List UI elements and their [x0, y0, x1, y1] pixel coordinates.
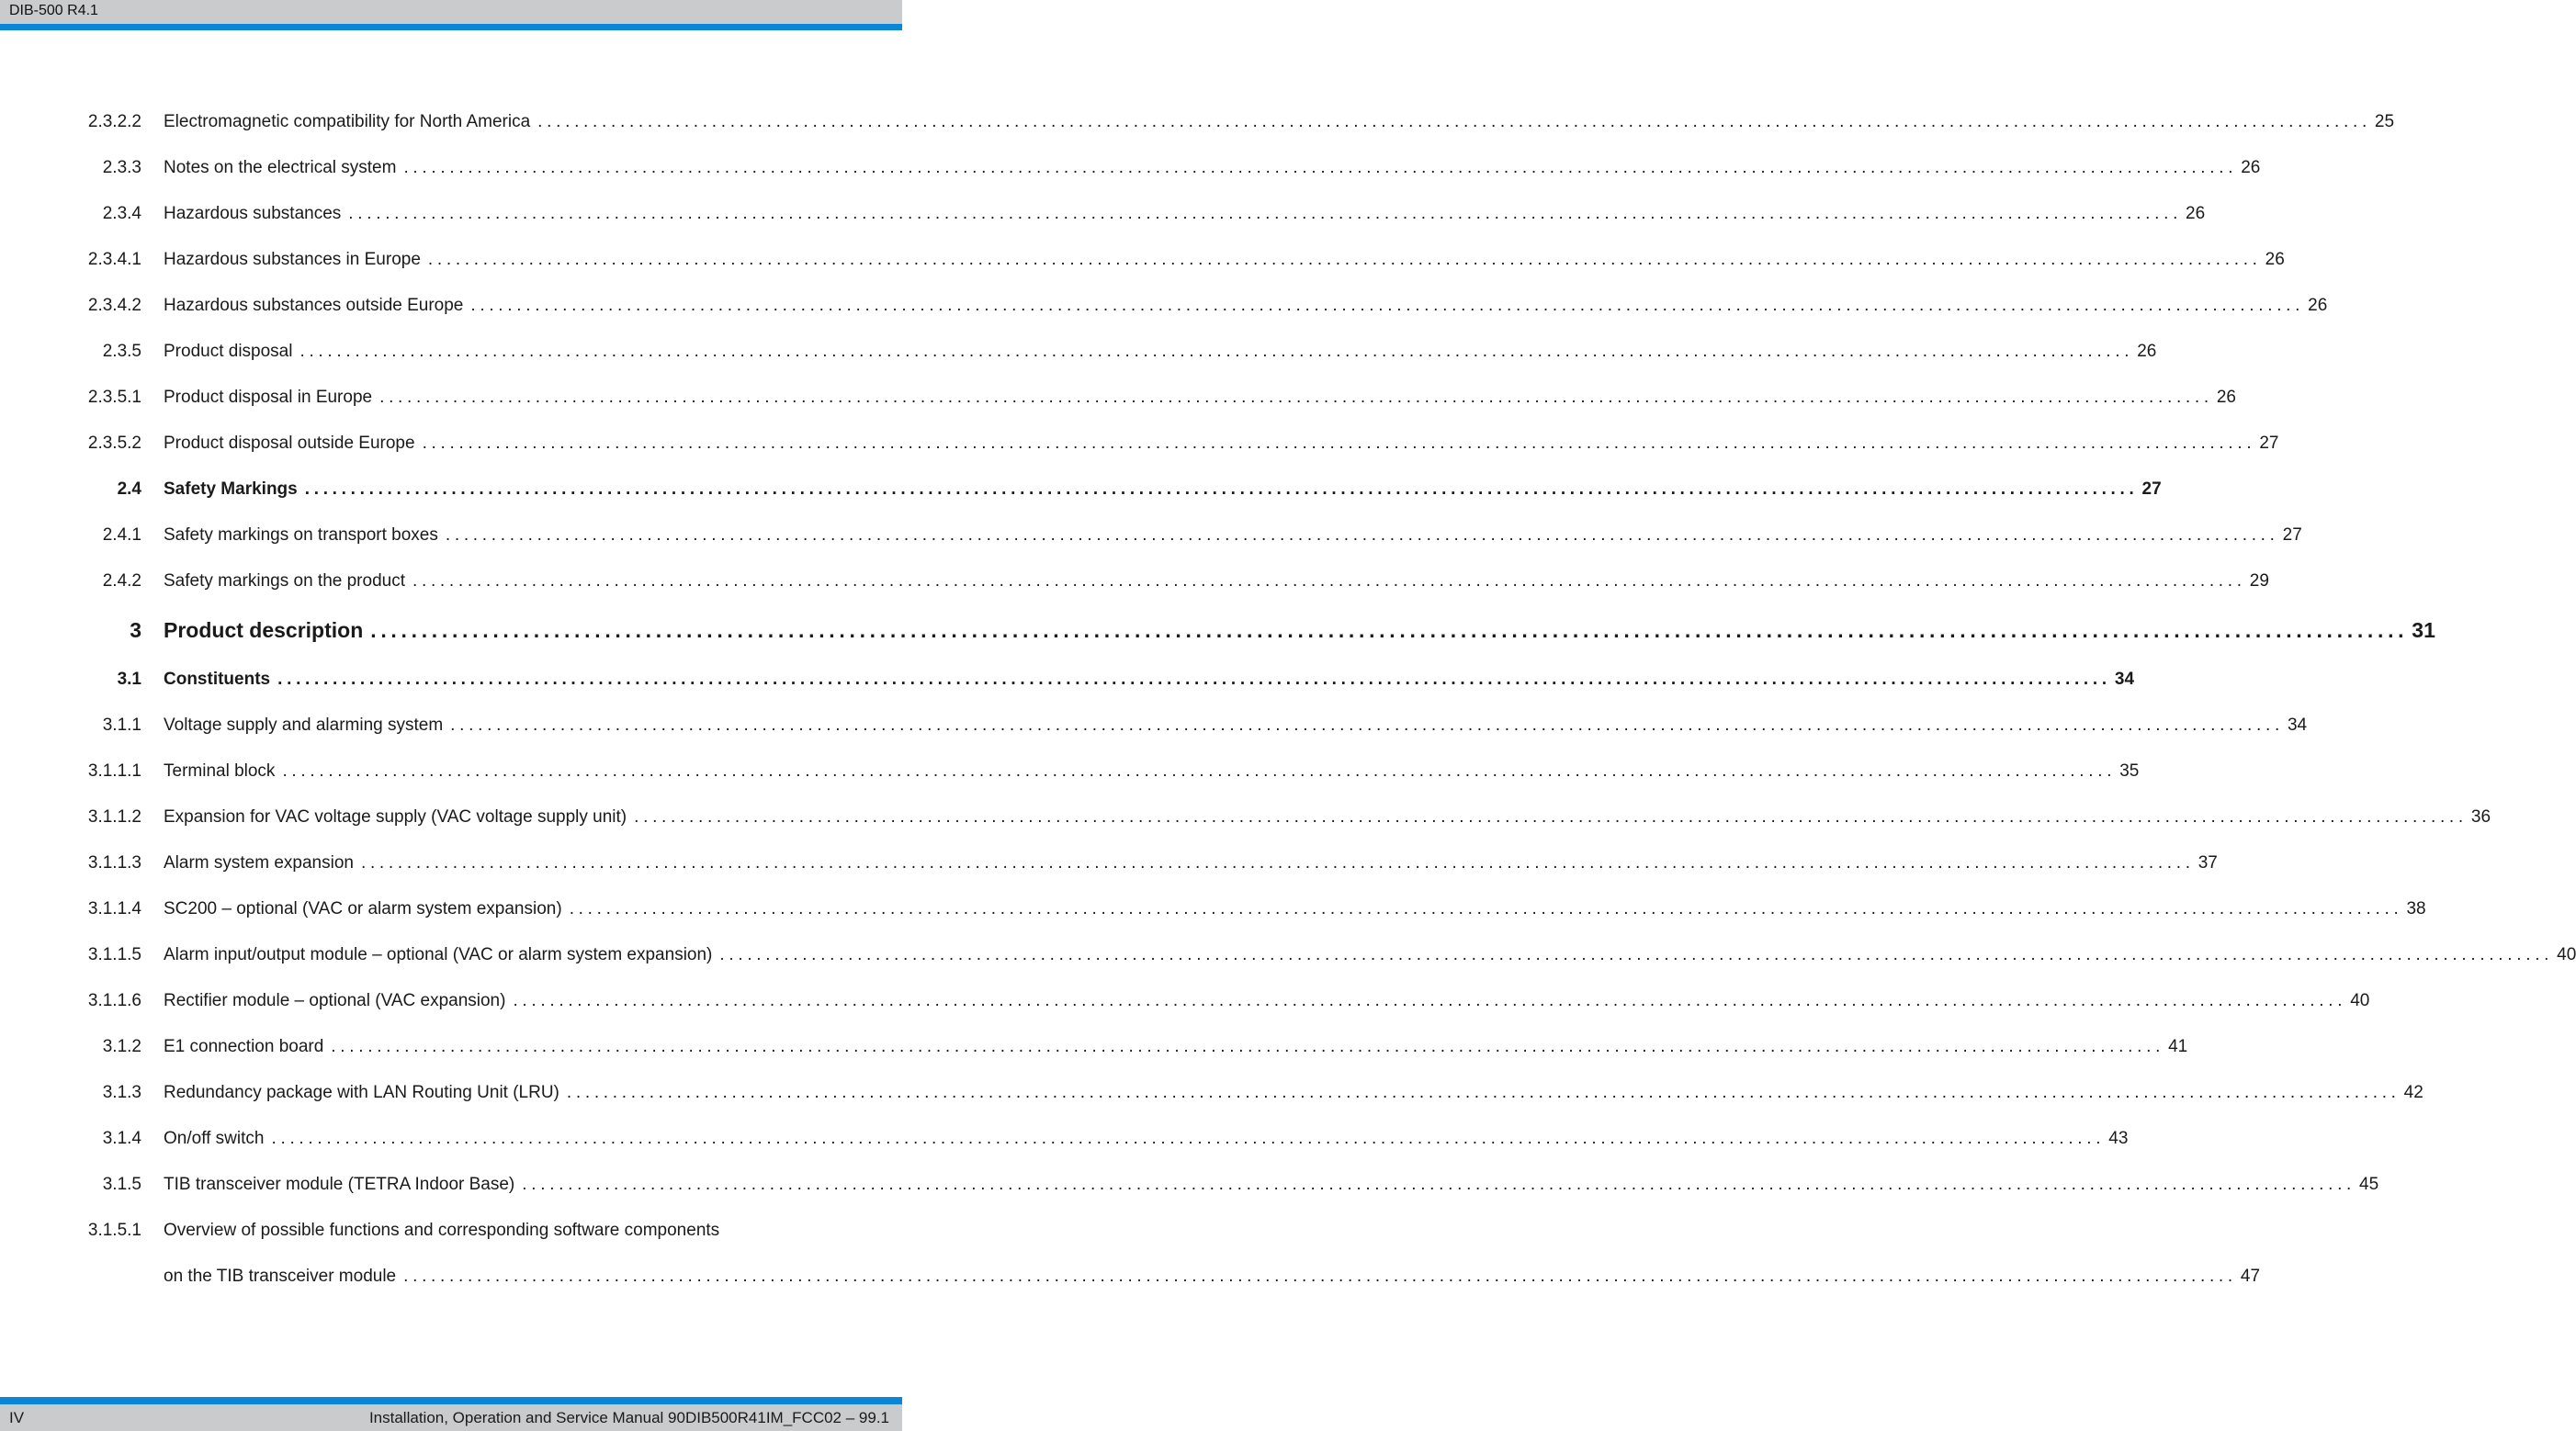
toc-page: 35 [2119, 761, 2140, 781]
toc-leader: ........................................................................................................................................................................................................ [304, 479, 2139, 499]
toc-number: 3.1.1.3 [87, 853, 141, 873]
toc-leader: ........................................................................................................................................................................................................ [422, 434, 2256, 453]
toc-title: Notes on the electrical system [164, 158, 397, 177]
toc-number: 2.3.5.2 [87, 434, 141, 453]
toc-entry[interactable] [0, 1217, 902, 1245]
toc-leader: ........................................................................................................................................................................................................ [360, 853, 2195, 873]
toc-leader: ........................................................................................................................................................................................................ [277, 670, 2111, 689]
manual-title: Installation, Operation and Service Manual 90DIB500R41IM_FCC02 – 99.1 [368, 1409, 889, 1426]
document-title: DIB-500 R4.1 [9, 3, 98, 18]
toc-page: 27 [2259, 434, 2279, 453]
toc-title: Rectifier module – optional (VAC expansion) [164, 991, 506, 1010]
toc-title: Hazardous substances [164, 204, 342, 223]
toc-title: Product disposal outside Europe [164, 434, 415, 453]
toc-number: 3.1.2 [102, 1037, 141, 1056]
toc-page: 34 [2287, 716, 2308, 735]
toc-number: 2.4 [117, 479, 141, 499]
toc-number: 2.3.4.2 [87, 296, 141, 315]
toc-number: 3.1.1.4 [87, 899, 141, 918]
toc-number: 3.1.1.5 [87, 945, 141, 964]
toc-leader: ........................................................................................................................................................................................................ [370, 618, 2409, 642]
toc-entry[interactable] [0, 200, 2206, 228]
toc-title: Electromagnetic compatibility for North America [164, 112, 531, 131]
toc-title: Terminal block [164, 761, 276, 781]
toc-number: 3.1.1.2 [87, 807, 141, 827]
toc-entry[interactable] [0, 1171, 2379, 1199]
toc-page: 36 [2470, 807, 2491, 827]
toc-leader: ........................................................................................................................................................................................................ [537, 112, 2371, 131]
toc-number: 3.1.5 [102, 1175, 141, 1194]
toc-leader: ........................................................................................................................................................................................................ [299, 342, 2134, 361]
toc-title: On/off switch [164, 1129, 265, 1148]
toc-page: 26 [2308, 296, 2328, 315]
toc-page: 47 [2240, 1267, 2261, 1286]
toc-chapter-entry[interactable] [0, 616, 2435, 644]
toc-title: Product disposal in Europe [164, 388, 373, 407]
toc-entry[interactable] [0, 292, 2328, 320]
toc-number: 2.4.1 [102, 525, 141, 545]
toc-entry[interactable] [0, 522, 2302, 549]
toc-title: E1 connection board [164, 1037, 324, 1056]
toc-page: 37 [2198, 853, 2218, 873]
toc-number: 3.1.4 [102, 1129, 141, 1148]
toc-title: Voltage supply and alarming system [164, 716, 444, 735]
footer-rule [0, 1397, 902, 1404]
toc-leader: ........................................................................................................................................................................................................ [427, 250, 2262, 269]
toc-leader: ........................................................................................................................................................................................................ [470, 296, 2305, 315]
toc-page: 25 [2374, 112, 2395, 131]
toc-number: 2.3.3 [102, 158, 141, 177]
toc-title: Constituents [164, 670, 271, 689]
toc-page: 26 [2137, 342, 2157, 361]
toc-leader: ........................................................................................................................................................................................................ [379, 388, 2213, 407]
toc-entry[interactable] [0, 246, 2285, 274]
toc-page: 43 [2108, 1129, 2129, 1148]
toc-leader: ........................................................................................................................................................................................................ [271, 1129, 2106, 1148]
toc-page: 26 [2265, 250, 2285, 269]
toc-page: 31 [2412, 618, 2435, 642]
toc-title: Hazardous substances outside Europe [164, 296, 464, 315]
toc-title: Alarm system expansion [164, 853, 354, 873]
toc-leader: ........................................................................................................................................................................................................ [403, 1267, 2237, 1286]
toc-title: SC200 – optional (VAC or alarm system expansion) [164, 899, 562, 918]
toc-page: 40 [2557, 945, 2576, 964]
toc-entry[interactable] [0, 568, 2269, 595]
toc-entry[interactable] [0, 896, 2426, 923]
toc-title: on the TIB transceiver module [164, 1267, 397, 1286]
toc-page: 40 [2350, 991, 2370, 1010]
toc-leader: ........................................................................................................................................................................................................ [403, 158, 2238, 177]
toc-page: 38 [2406, 899, 2426, 918]
toc-title: Product disposal [164, 342, 293, 361]
page-number: IV [9, 1409, 25, 1426]
toc-number: 2.4.2 [102, 571, 141, 591]
page-footer [0, 1404, 902, 1431]
toc-number: 3.1.1.1 [87, 761, 141, 781]
toc-entry[interactable] [0, 1125, 2129, 1153]
toc-entry-continuation[interactable] [0, 1263, 2261, 1290]
toc-leader: ........................................................................................................................................................................................................ [634, 807, 2468, 827]
toc-page: 29 [2249, 571, 2269, 591]
header-rule [0, 24, 902, 30]
toc-leader: ........................................................................................................................................................................................................ [282, 761, 2117, 781]
toc-leader: ........................................................................................................................................................................................................ [412, 571, 2246, 591]
toc-page: 26 [2241, 158, 2261, 177]
toc-number: 3.1.1.6 [87, 991, 141, 1010]
toc-number: 3.1.1 [102, 716, 141, 735]
toc-page: 26 [2216, 388, 2236, 407]
toc-title: Product description [164, 618, 364, 642]
toc-leader: ........................................................................................................................................................................................................ [566, 1083, 2401, 1102]
toc-entry[interactable] [0, 758, 2140, 785]
toc-entry[interactable] [0, 1033, 2188, 1061]
toc-title: Alarm input/output module – optional (VAC or alarm system expansion) [164, 945, 713, 964]
toc-title: Safety Markings [164, 479, 298, 499]
toc-entry[interactable] [0, 804, 2491, 831]
toc-page: 42 [2403, 1083, 2423, 1102]
toc-title: Overview of possible functions and corresponding software components [164, 1221, 720, 1240]
toc-number: 3.1 [117, 670, 141, 689]
toc-number: 2.3.2.2 [87, 112, 141, 131]
toc-entry[interactable] [0, 987, 2370, 1015]
toc-entry[interactable] [0, 384, 2236, 411]
toc-number: 3.1.5.1 [87, 1221, 141, 1240]
toc-entry[interactable] [0, 941, 2576, 969]
toc-entry[interactable] [0, 108, 2395, 136]
toc-entry[interactable] [0, 1079, 2423, 1107]
toc-number: 2.3.5 [102, 342, 141, 361]
toc-leader: ........................................................................................................................................................................................................ [513, 991, 2347, 1010]
toc-title: TIB transceiver module (TETRA Indoor Base) [164, 1175, 515, 1194]
toc-number: 2.3.5.1 [87, 388, 141, 407]
toc-page: 27 [2141, 479, 2162, 499]
toc-title: Hazardous substances in Europe [164, 250, 421, 269]
toc-entry[interactable] [0, 712, 2308, 739]
toc-page: 45 [2359, 1175, 2379, 1194]
toc-number: 3 [130, 618, 141, 642]
toc-entry[interactable] [0, 666, 2135, 693]
toc-title: Safety markings on transport boxes [164, 525, 438, 545]
toc-entry[interactable] [0, 154, 2261, 182]
toc-leader: ........................................................................................................................................................................................................ [348, 204, 2183, 223]
toc-leader: ........................................................................................................................................................................................................ [450, 716, 2284, 735]
toc-entry[interactable] [0, 430, 2279, 457]
toc-number: 2.3.4 [102, 204, 141, 223]
toc-entry[interactable] [0, 850, 2218, 877]
toc-title: Redundancy package with LAN Routing Unit (LRU) [164, 1083, 559, 1102]
toc-leader: ........................................................................................................................................................................................................ [719, 945, 2554, 964]
toc-leader: ........................................................................................................................................................................................................ [569, 899, 2403, 918]
toc-page: 41 [2168, 1037, 2188, 1056]
toc-number: 2.3.4.1 [87, 250, 141, 269]
toc-page: 34 [2114, 670, 2135, 689]
toc-title: Expansion for VAC voltage supply (VAC voltage supply unit) [164, 807, 627, 827]
toc-title: Safety markings on the product [164, 571, 405, 591]
toc-entry[interactable] [0, 476, 2162, 503]
toc-page: 27 [2282, 525, 2302, 545]
toc-number: 3.1.3 [102, 1083, 141, 1102]
toc-leader: ........................................................................................................................................................................................................ [331, 1037, 2165, 1056]
toc-leader: ........................................................................................................................................................................................................ [445, 525, 2279, 545]
page-header [0, 0, 902, 24]
toc-page: 26 [2186, 204, 2206, 223]
toc-entry[interactable] [0, 338, 2157, 366]
toc-leader: ........................................................................................................................................................................................................ [522, 1175, 2356, 1194]
